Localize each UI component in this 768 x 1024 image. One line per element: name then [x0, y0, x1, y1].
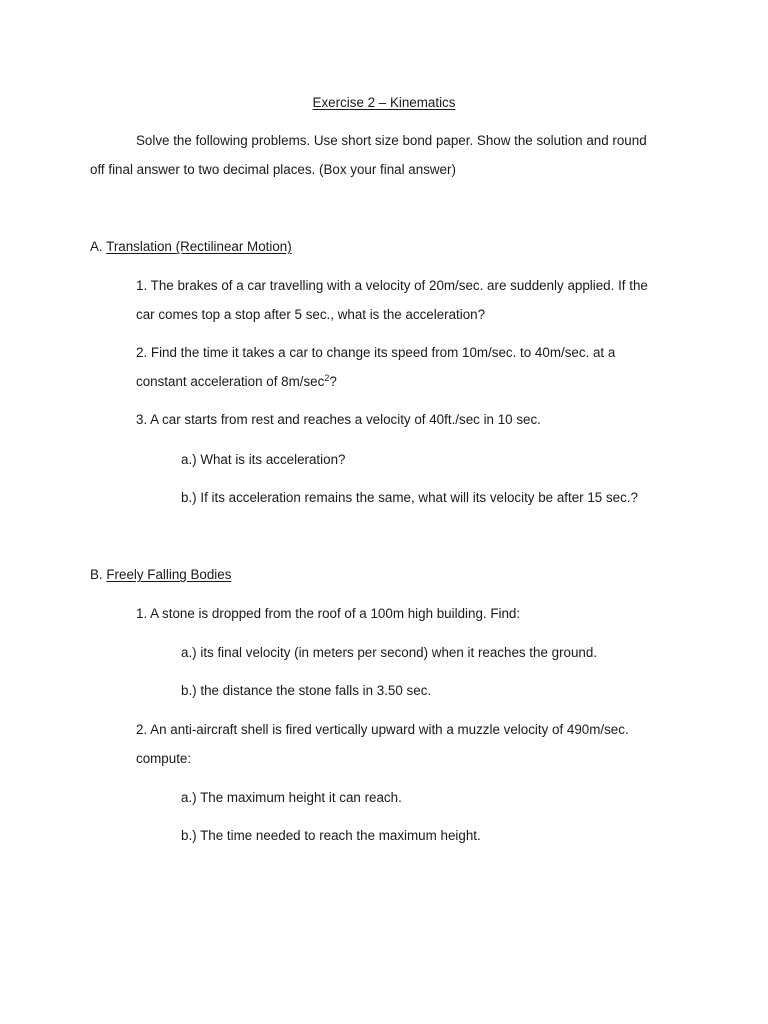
section-b-q2-part-a: a.) The maximum height it can reach.: [181, 790, 402, 805]
page-title: [0, 94, 768, 112]
section-a-q1-line-1: 1. The brakes of a car travelling with a velocity of 20m/sec. are suddenly applied. If the: [136, 278, 648, 293]
superscript-exponent: 2: [324, 373, 330, 383]
page-title-text: Exercise 2 – Kinematics: [312, 95, 456, 110]
intro-line-2: off final answer to two decimal places. (Box your final answer): [90, 162, 456, 177]
section-b-q1-part-a: a.) its final velocity (in meters per second) when it reaches the ground.: [181, 645, 598, 660]
section-b-q1-line-1: 1. A stone is dropped from the roof of a 100m high building. Find:: [136, 606, 521, 621]
section-a-q3-part-a: a.) What is its acceleration?: [181, 452, 346, 467]
section-b-q1-part-b: b.) the distance the stone falls in 3.50 sec.: [181, 683, 432, 698]
section-a-q2-line-1: 2. Find the time it takes a car to change its speed from 10m/sec. to 40m/sec. at a: [136, 345, 616, 360]
section-b-q2-part-b: b.) The time needed to reach the maximum height.: [181, 828, 481, 843]
section-a-q3-part-b: b.) If its acceleration remains the same, what will its velocity be after 15 sec.?: [181, 490, 638, 505]
section-a-q2-line-2-end: ?: [329, 374, 337, 389]
section-a-title: Translation (Rectilinear Motion): [106, 239, 292, 254]
section-a-q1-line-2: car comes top a stop after 5 sec., what is the acceleration?: [136, 307, 486, 322]
section-a-q2-line-2: [136, 373, 337, 391]
section-a-q3-line-1: 3. A car starts from rest and reaches a velocity of 40ft./sec in 10 sec.: [136, 412, 541, 427]
section-a-q2-line-2-main: constant acceleration of 8m/sec: [136, 374, 325, 389]
intro-line-1: Solve the following problems. Use short size bond paper. Show the solution and round: [136, 133, 647, 148]
section-b-q2-line-1: 2. An anti-aircraft shell is fired vertically upward with a muzzle velocity of 490m/sec.: [136, 722, 629, 737]
section-b-heading: [90, 566, 231, 584]
section-a-prefix: A.: [90, 239, 107, 254]
section-b-prefix: B.: [90, 567, 107, 582]
section-a-heading: [90, 238, 292, 256]
section-b-title: Freely Falling Bodies: [106, 567, 232, 582]
section-b-q2-line-2: compute:: [136, 751, 192, 766]
